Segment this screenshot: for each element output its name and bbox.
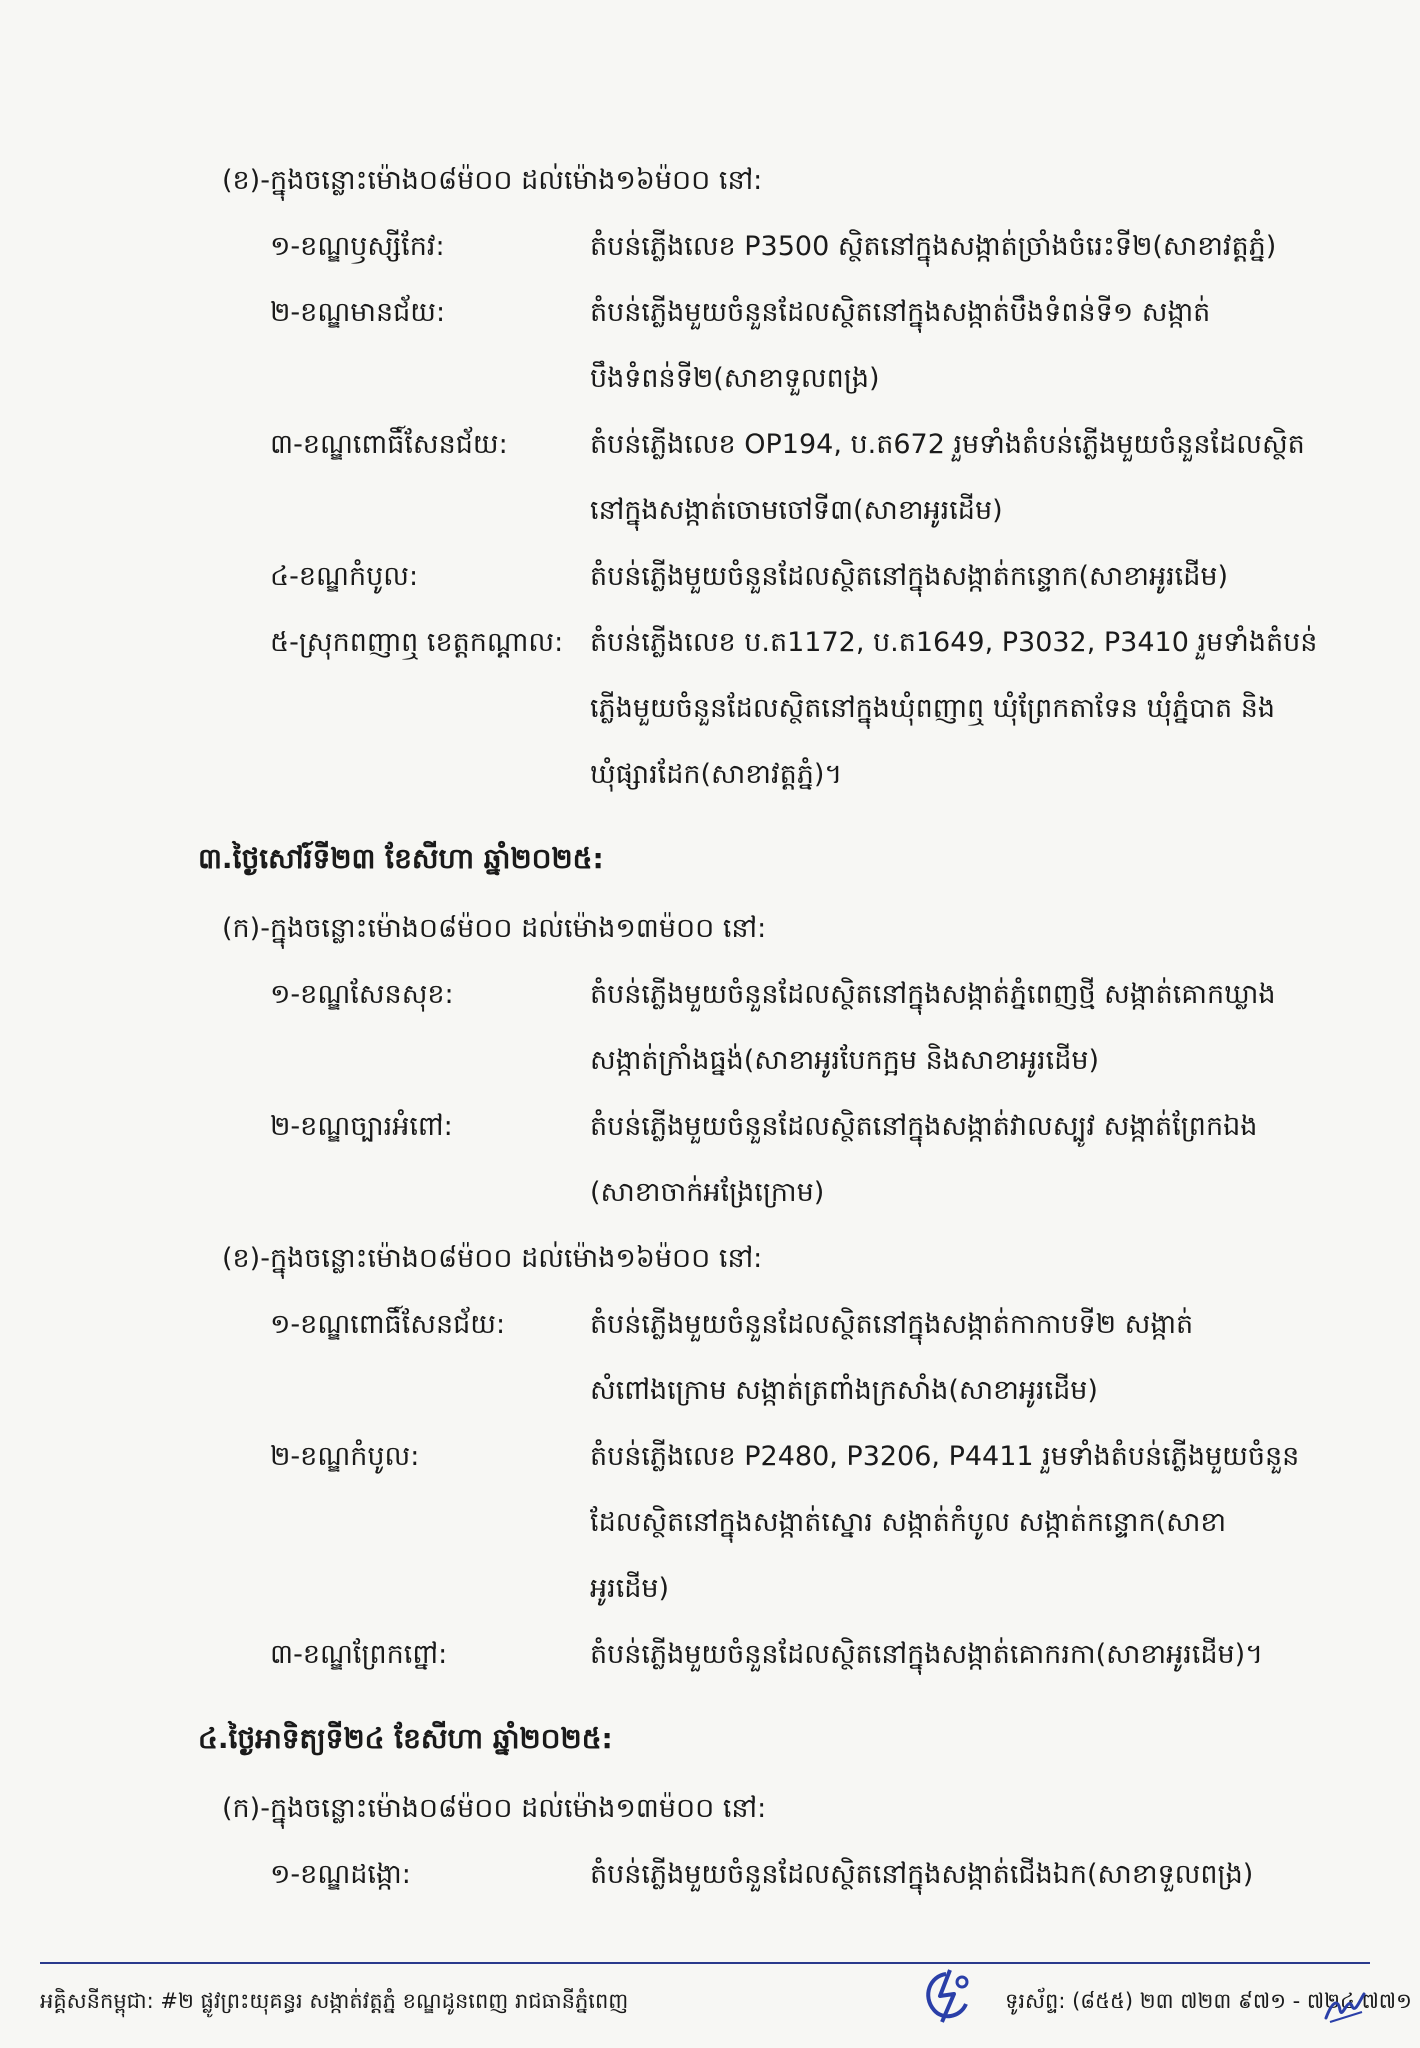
outage-area-text: តំបន់ភ្លើងលេខ P3500 ស្ថិតនៅក្នុងសង្កាត់ច្រាំងចំរេះទី២(សាខាវត្តភ្នំ) [590,231,1277,262]
outage-area-text: អូរដើម) [590,1573,670,1604]
outage-area-text: តំបន់ភ្លើងលេខ P2480, P3206, P4411 រួមទាំងតំបន់ភ្លើងមួយចំនួន [590,1441,1300,1472]
handwritten-initial-icon [1322,1988,1368,2026]
outage-area-text: បឹងទំពន់ទី២(សាខាទួលពង្រ) [590,363,880,394]
outage-area-text: តំបន់ភ្លើងមួយចំនួនដែលស្ថិតនៅក្នុងសង្កាត់គោករកា(សាខាអូរដើម)។ [590,1639,1263,1670]
district-label: ២-ខណ្ឌច្បារអំពៅ: [270,1111,453,1142]
district-label: ១-ខណ្ឌសែនសុខ: [270,979,454,1010]
time-period-heading: (ក)-ក្នុងចន្លោះម៉ោង០៨ម៉០០ ដល់ម៉ោង១៣ម៉០០ នៅ: [222,1793,767,1824]
time-period-heading: (ខ)-ក្នុងចន្លោះម៉ោង០៨ម៉០០ ដល់ម៉ោង១៦ម៉០០ នៅ: [222,165,763,196]
outage-area-text: តំបន់ភ្លើងមួយចំនួនដែលស្ថិតនៅក្នុងសង្កាត់កន្ទោក(សាខាអូរដើម) [590,561,1229,592]
outage-area-text: (សាខាចាក់អង្រែក្រោម) [590,1177,825,1208]
district-label: ២-ខណ្ឌមានជ័យ: [270,297,446,328]
outage-area-text: តំបន់ភ្លើងមួយចំនួនដែលស្ថិតនៅក្នុងសង្កាត់វាលស្បូវ សង្កាត់ព្រែកឯង [590,1111,1258,1142]
footer-address: អគ្គិសនីកម្ពុជា: #២ ផ្លូវព្រះយុគន្ធរ សង្កាត់វត្តភ្នំ ខណ្ឌដូនពេញ រាជធានីភ្នំពេញ [40,1989,629,2013]
district-label: ៣-ខណ្ឌពោធិ៍សែនជ័យ: [270,429,508,460]
footer-phone: ទូរស័ព្ទ: (៨៥៥) ២៣ ៧២៣ ៩៧១ - ៧២៤ ៧៧១ [1005,1989,1412,2013]
district-label: ១-ខណ្ឌឫស្សីកែវ: [270,231,445,262]
outage-area-text: តំបន់ភ្លើងលេខ ប.ត1172, ប.ត1649, P3032, P3410 រួមទាំងតំបន់ [590,627,1318,658]
outage-area-text: តំបន់ភ្លើងមួយចំនួនដែលស្ថិតនៅក្នុងសង្កាត់បឹងទំពន់ទី១ សង្កាត់ [590,297,1211,328]
outage-area-text: នៅក្នុងសង្កាត់ចោមចៅទី៣(សាខាអូរដើម) [590,495,1003,526]
outage-area-text: តំបន់ភ្លើងមួយចំនួនដែលស្ថិតនៅក្នុងសង្កាត់ជើងឯក(សាខាទួលពង្រ) [590,1859,1254,1890]
district-label: ១-ខណ្ឌដង្កោ: [270,1859,411,1890]
district-label: ៥-ស្រុកពញាឮ ខេត្តកណ្តាល: [270,627,564,658]
edc-logo-icon [916,1966,976,2028]
outage-area-text: ភ្លើងមួយចំនួនដែលស្ថិតនៅក្នុងឃុំពញាឮ ឃុំព្រែកតាទែន ឃុំភ្នំបាត និង [590,693,1276,724]
footer-divider [40,1962,1370,1964]
outage-area-text: សង្កាត់ក្រាំងធ្នង់(សាខាអូរបែកក្អម និងសាខាអូរដើម) [590,1045,1100,1076]
outage-area-text: តំបន់ភ្លើងមួយចំនួនដែលស្ថិតនៅក្នុងសង្កាត់ភ្នំពេញថ្មី សង្កាត់គោកឃ្លាង [590,979,1276,1010]
district-label: ៤-ខណ្ឌកំបូល: [270,561,419,592]
outage-area-text: ឃុំផ្សារដែក(សាខាវត្តភ្នំ)។ [590,759,843,790]
district-label: ៣-ខណ្ឌព្រែកព្នៅ: [270,1639,448,1670]
day-heading: ៤.ថ្ងៃអាទិត្យទី២៤ ខែសីហា ឆ្នាំ២០២៥: [198,1722,613,1755]
outage-area-text: សំពៅងក្រោម សង្កាត់ត្រពាំងក្រសាំង(សាខាអូរដើម) [590,1375,1098,1406]
outage-area-text: ដែលស្ថិតនៅក្នុងសង្កាត់ស្នោរ សង្កាត់កំបូល សង្កាត់កន្ទោក(សាខា [590,1507,1227,1538]
outage-area-text: តំបន់ភ្លើងលេខ OP194, ប.ត672 រួមទាំងតំបន់ភ្លើងមួយចំនួនដែលស្ថិត [590,429,1305,460]
time-period-heading: (ក)-ក្នុងចន្លោះម៉ោង០៨ម៉០០ ដល់ម៉ោង១៣ម៉០០ នៅ: [222,913,767,944]
day-heading: ៣.ថ្ងៃសៅរ៍ទី២៣ ខែសីហា ឆ្នាំ២០២៥: [198,842,604,875]
district-label: ១-ខណ្ឌពោធិ៍សែនជ័យ: [270,1309,506,1340]
district-label: ២-ខណ្ឌកំបូល: [270,1441,420,1472]
time-period-heading: (ខ)-ក្នុងចន្លោះម៉ោង០៨ម៉០០ ដល់ម៉ោង១៦ម៉០០ នៅ: [222,1243,763,1274]
outage-area-text: តំបន់ភ្លើងមួយចំនួនដែលស្ថិតនៅក្នុងសង្កាត់កាកាបទី២ សង្កាត់ [590,1309,1194,1340]
